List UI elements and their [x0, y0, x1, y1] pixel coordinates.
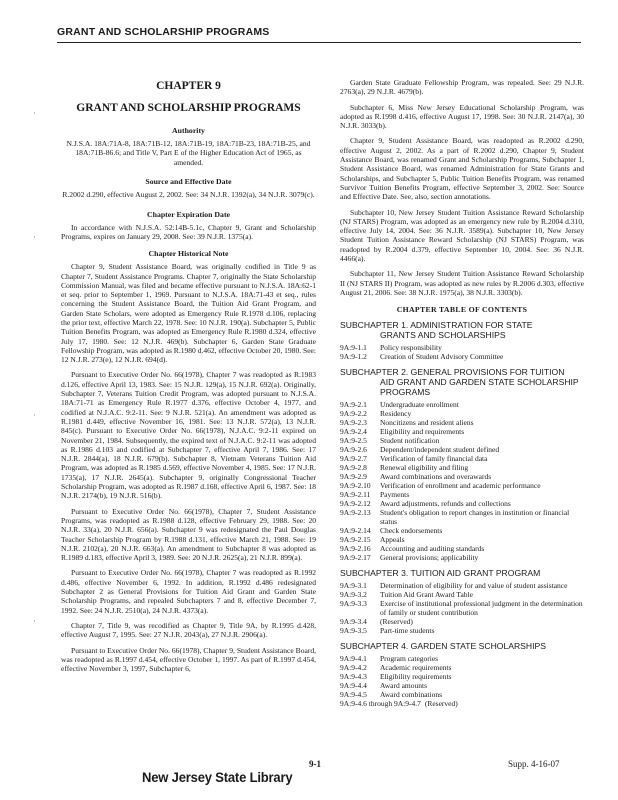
section-title: Student notification	[380, 436, 440, 446]
left-column	[61, 78, 316, 679]
section-number: 9A:9-2.12	[340, 499, 371, 509]
section-title: Payments	[380, 490, 410, 500]
toc-entry[interactable]	[340, 352, 584, 361]
source-heading: Source and Effective Date	[145, 177, 232, 187]
section-title: Creation of Student Advisory Committee	[380, 352, 504, 362]
subchapter-title-line: AID GRANT AND GARDEN STATE SCHOLARSHIP	[380, 377, 579, 388]
section-number: 9A:9-2.4	[340, 427, 367, 437]
toc-heading: CHAPTER TABLE OF CONTENTS	[396, 305, 528, 315]
section-number: 9A:9-4.2	[340, 663, 367, 673]
toc-entry[interactable]	[340, 409, 584, 418]
toc-entry[interactable]	[340, 553, 584, 562]
section-title: Check endorsements	[380, 526, 443, 536]
toc-entry[interactable]	[340, 343, 584, 352]
subchapter-heading	[340, 367, 584, 397]
toc-entry[interactable]	[340, 400, 584, 409]
section-title: General provisions; applicability	[380, 553, 479, 563]
historical-note-left	[61, 262, 316, 673]
section-title: Program categories	[380, 654, 439, 664]
historical-paragraph: Chapter 9, Student Assistance Board, was originally codified in Title 9 as Chapter 7, Student Assistance Programs. Chapter 7, originally the State Scholarship Commission Manual, was filed and became effective pursuant to N.J.S.A. 18A:62-1 et seq. prior to September 1, 1969. Pursuant to N.J.S.A. 18A:71-43 et seq., rules concerning the Student Assistance Board, the Tuition Aid Grant Program, and Garden State Scholars, were adopted as Emergency Rule R.1978 d.106, replacing the prior text, effective March 22, 1978. See: 10 N.J.R. 190(a). Subchapter 5, Public Tuition Benefits Program, was adopted as Emergency Rule R.1980 d.324, effective July 17, 1980. See: 12 N.J.R. 469(b). Subchapter 6, Garden State Graduate Fellowship Program, was adopted as R.1980 d.462, effective October 20, 1980. See: 12 N.J.R. 273(e), 12 N.J.R. 694(d).	[61, 262, 316, 365]
section-number: 9A:9-4.1	[340, 654, 367, 664]
section-title: Eligibility requirements	[380, 672, 452, 682]
section-title: Award adjustments, refunds and collections	[380, 499, 511, 509]
section-number: 9A:9-4.3	[340, 672, 367, 682]
section-title: Academic requirements	[380, 663, 452, 673]
historical-paragraph: Subchapter 6, Miss New Jersey Educational Scholarship Program, was adopted as R.1998 d.416, effective August 17, 1998. See: 30 N.J.R. 2147(a), 30 N.J.R. 3033(b).	[340, 102, 584, 131]
section-number: 9A:9-2.10	[340, 481, 371, 491]
subchapter-title-line: GRANTS AND SCHOLARSHIPS	[380, 330, 506, 341]
section-number: 9A:9-2.9	[340, 472, 367, 482]
section-number: 9A:9-2.5	[340, 436, 367, 446]
historical-paragraph: Pursuant to Executive Order No. 66(1978), Chapter 7, Student Assistance Programs, was readopted as R.1988 d.128, effective February 29, 1988. See: 20 N.J.R. 33(a), 20 N.J.R. 656(a). Subchapter 9 was redesignated the Paul Douglas Teacher Scholarship Program by R.1988 d.131, effective March 21, 1988. See: 19 N.J.R. 2102(a), 20 N.J.R. 663(a). An amendment to Subchapter 8 was adopted as R.1989 d.183, effective April 3, 1989. See: 20 N.J.R. 2625(a), 21 N.J.R. 899(a).	[61, 506, 316, 563]
section-number: 9A:9-2.16	[340, 544, 371, 554]
source-text: R.2002 d.290, effective August 2, 2002. See: 34 N.J.R. 1392(a), 34 N.J.R. 3079(c).	[62, 190, 315, 200]
section-title: Appeals	[380, 535, 405, 545]
toc-entry[interactable]	[340, 463, 584, 472]
toc-entry[interactable]	[340, 654, 584, 663]
section-number: 9A:9-4.4	[340, 681, 367, 691]
section-number: 9A:9-1.2	[340, 352, 367, 362]
margin-mark: ·	[33, 232, 36, 242]
toc-entry[interactable]	[340, 535, 584, 544]
table-of-contents	[340, 320, 584, 708]
section-number: 9A:9-2.1	[340, 400, 367, 410]
section-number: 9A:9-3.1	[340, 581, 367, 591]
section-number: 9A:9-2.2	[340, 409, 367, 419]
library-logo: New Jersey State Library	[142, 769, 293, 785]
section-title: Residency	[380, 409, 412, 419]
subchapter-title-line: SUBCHAPTER 3. TUITION AID GRANT PROGRAM	[340, 568, 541, 579]
toc-entry[interactable]	[340, 599, 584, 617]
historical-heading: Chapter Historical Note	[148, 249, 229, 259]
section-title: Award amounts	[380, 681, 428, 691]
section-number: 9A:9-2.14	[340, 526, 371, 536]
section-title: Award combinations and overawards	[380, 472, 492, 482]
toc-entry[interactable]	[340, 544, 584, 553]
section-title: (Reserved)	[424, 699, 458, 709]
section-number: 9A:9-4.6 through 9A:9-4.7	[340, 699, 421, 709]
subchapter-heading	[340, 568, 584, 578]
authority-heading: Authority	[172, 126, 205, 135]
section-title: Dependent/independent student defined	[380, 445, 500, 455]
toc-entry[interactable]	[340, 581, 584, 590]
section-number: 9A:9-3.3	[340, 599, 367, 609]
subchapter-title-line: SUBCHAPTER 1. ADMINISTRATION FOR STATE	[340, 320, 533, 331]
margin-mark: ·	[33, 410, 36, 420]
toc-entry[interactable]	[340, 481, 584, 490]
toc-entry[interactable]	[340, 472, 584, 481]
section-number: 9A:9-2.17	[340, 553, 371, 563]
section-number: 9A:9-2.7	[340, 454, 367, 464]
subchapter-title-line: PROGRAMS	[380, 387, 431, 398]
section-number: 9A:9-2.11	[340, 490, 371, 500]
toc-entry[interactable]	[340, 445, 584, 454]
authority-text: N.J.S.A. 18A:71A-8, 18A:71B-12, 18A:71B-19, 18A:71B-23, 18A:71B-25, and 18A:71B-86.6; and Title V, Part E of the Higher Education Act of 1965, as amended.	[66, 139, 311, 167]
toc-entry[interactable]	[340, 690, 584, 699]
historical-paragraph: Pursuant to Executive Order No. 66(1978), Chapter 7 was readopted as R.1983 d.126, effective April 13, 1983. See: 15 N.J.R. 129(a), 15 N.J.R. 692(a). Originally, Subchapter 7, Veterans Tuition Credit Program, was adopted pursuant to N.J.S.A. 18A:71-71 as Emergency Rule R.1977 d.376, effective October 4, 1977, and codified at N.J.A.C. 9:2-11. See: 9 N.J.R. 521(a). An amendment was adopted as R.1981 d.449, effective November 16, 1981. See: 13 N.J.R. 572(a), 13 N.J.R. 845(c). Pursuant to Executive Order No. 66(1978), N.J.A.C. 9:2-11 expired on November 21, 1984. Subsequently, the expired text of N.J.A.C. 9:2-11 was adopted as R.1986 d.103 and codified at Subchapter 7, effective April 7, 1986. See: 17 N.J.R. 2844(a), 18 N.J.R. 679(b). Subchapter 8, Vietnam Veterans Tuition Aid Program, was adopted as R.1985 d.569, effective November 4, 1985. See: 17 N.J.R. 1735(a), 17 N.J.R. 2645(a). Subchapter 9, originally Congressional Teacher Scholarship Program, was adopted as R.1987 d.168, effective April 6, 1987. See: 18 N.J.R. 2174(b), 19 N.J.R. 516(b).	[61, 370, 316, 501]
historical-paragraph: Pursuant to Executive Order No. 66(1978), Chapter 7 was readopted as R.1992 d.486, effective November 6, 1992. In addition, R.1992 d.486 redesignated Subchapter 2 as General Provisions for Tuition Aid Grant and Garden State Scholarship Programs, and repealed Subchapters 7 and 8, effective December 7, 1992. See: 24 N.J.R. 2510(a), 24 N.J.R. 4373(a).	[61, 568, 316, 615]
section-title: Student's obligation to report changes in institution or financial status	[380, 508, 570, 527]
historical-paragraph: Subchapter 11, New Jersey Student Tuition Assistance Reward Scholarship II (NJ STARS II) Program, was adopted as new rules by R.2006 d.303, effective August 21, 2006. See: 38 N.J.R. 1975(a), 38 N.J.R. 3303(b).	[340, 269, 584, 297]
section-number: 9A:9-3.4	[340, 617, 367, 627]
section-title: Determination of eligibility for and value of student assistance	[380, 581, 568, 591]
chapter-number: CHAPTER 9	[156, 80, 221, 92]
subchapter-heading	[340, 641, 584, 651]
expiration-text: In accordance with N.J.S.A. 52:14B-5.1c, Chapter 9, Grant and Scholarship Programs, expires on January 29, 2008. See: 39 N.J.R. 1375(a).	[61, 222, 316, 241]
toc-entry[interactable]	[340, 436, 584, 445]
section-title: Verification of family financial data	[380, 454, 488, 464]
toc-entry[interactable]	[340, 418, 584, 427]
historical-paragraph: Chapter 7, Title 9, was recodified as Chapter 9, Title 9A, by R.1995 d.428, effective August 7, 1995. See: 27 N.J.R. 2043(a), 27 N.J.R. 2906(a).	[61, 620, 316, 640]
section-title: (Reserved)	[380, 617, 413, 627]
expiration-heading: Chapter Expiration Date	[146, 209, 231, 219]
section-number: 9A:9-3.5	[340, 626, 367, 636]
toc-entry[interactable]	[340, 499, 584, 508]
margin-mark: ·	[33, 108, 36, 118]
supplement-date: Supp. 4-16-07	[508, 759, 560, 769]
toc-entry[interactable]	[340, 672, 584, 681]
header-rule	[57, 42, 581, 43]
section-number: 9A:9-2.15	[340, 535, 371, 545]
section-number: 9A:9-3.2	[340, 590, 367, 600]
section-title: Tuition Aid Grant Award Table	[380, 590, 473, 600]
section-number: 9A:9-2.3	[340, 418, 367, 428]
page-number: 9-1	[309, 759, 321, 769]
section-title: Undergraduate enrollment	[380, 400, 459, 410]
section-number: 9A:9-2.6	[340, 445, 367, 455]
historical-paragraph: Garden State Graduate Fellowship Program, was repealed. See: 29 N.J.R. 2763(a), 29 N.J.R. 4679(b).	[340, 78, 584, 97]
section-title: Policy responsibility	[380, 343, 442, 353]
toc-entry[interactable]	[340, 526, 584, 535]
subchapter-title-line: SUBCHAPTER 4. GARDEN STATE SCHOLARSHIPS	[340, 641, 546, 652]
historical-paragraph: Subchapter 10, New Jersey Student Tuition Assistance Reward Scholarship (NJ STARS) Program, was adopted as an emergency new rule by R.2004 d.310, effective July 14, 2004. See: 36 N.J.R. 3589(a). Subchapter 10, New Jersey Student Tuition Assistance Reward Scholarship (NJ STARS) Program, was readopted by R.2004 d.379, effective September 10, 2004. See: 36 N.J.R. 4466(a).	[340, 207, 584, 264]
section-title: Part-time students	[380, 626, 435, 636]
historical-paragraph: Chapter 9, Student Assistance Board, was readopted as R.2002 d.290, effective August 2, 2002. As a part of R.2002 d.290, Chapter 9, Student Assistance Board, was renamed Grant and Scholarship Programs, Subchapter 1, Student Assistance Board, was renamed Administration for State Grants and Scholarships, and Subchapter 5, Public Tuition Benefits Program, was renamed Survivor Tuition Benefits Program, effective September 3, 2002. See: Source and Effective Date. See, also, section annotations.	[340, 136, 584, 202]
toc-entry[interactable]	[340, 699, 584, 708]
section-number: 9A:9-2.13	[340, 508, 371, 518]
subchapter-title-line: SUBCHAPTER 2. GENERAL PROVISIONS FOR TUITION	[340, 367, 565, 378]
toc-entry[interactable]	[340, 427, 584, 436]
running-head: GRANT AND SCHOLARSHIP PROGRAMS	[57, 26, 270, 38]
section-title: Award combinations	[380, 690, 443, 700]
toc-entry[interactable]	[340, 626, 584, 635]
section-title: Accounting and auditing standards	[380, 544, 485, 554]
toc-entry[interactable]	[340, 663, 584, 672]
historical-paragraph: Pursuant to Executive Order No. 66(1978), Chapter 9, Student Assistance Board, was readopted as R.1997 d.454, effective October 1, 1997. As part of R.1997 d.454, effective November 3, 1997, Subchapter 6,	[61, 645, 316, 674]
section-number: 9A:9-1.1	[340, 343, 367, 353]
toc-entry[interactable]	[340, 454, 584, 463]
section-title: Eligibility and requirements	[380, 427, 465, 437]
section-number: 9A:9-2.8	[340, 463, 367, 473]
historical-note-right	[340, 78, 584, 297]
toc-entry[interactable]	[340, 490, 584, 499]
right-column	[340, 78, 584, 708]
toc-entry[interactable]	[340, 508, 584, 526]
section-title: Exercise of institutional professional judgment in the determination of family or student contribution	[380, 599, 583, 618]
chapter-title: GRANT AND SCHOLARSHIP PROGRAMS	[76, 102, 301, 114]
subchapter-heading	[340, 320, 584, 340]
toc-entry[interactable]	[340, 617, 584, 626]
toc-entry[interactable]	[340, 681, 584, 690]
section-title: Noncitizens and resident aliens	[380, 418, 474, 428]
toc-entry[interactable]	[340, 590, 584, 599]
section-number: 9A:9-4.5	[340, 690, 367, 700]
margin-mark: ·	[33, 616, 36, 626]
section-title: Verification of enrollment and academic performance	[380, 481, 541, 491]
section-title: Renewal eligibility and filing	[380, 463, 469, 473]
